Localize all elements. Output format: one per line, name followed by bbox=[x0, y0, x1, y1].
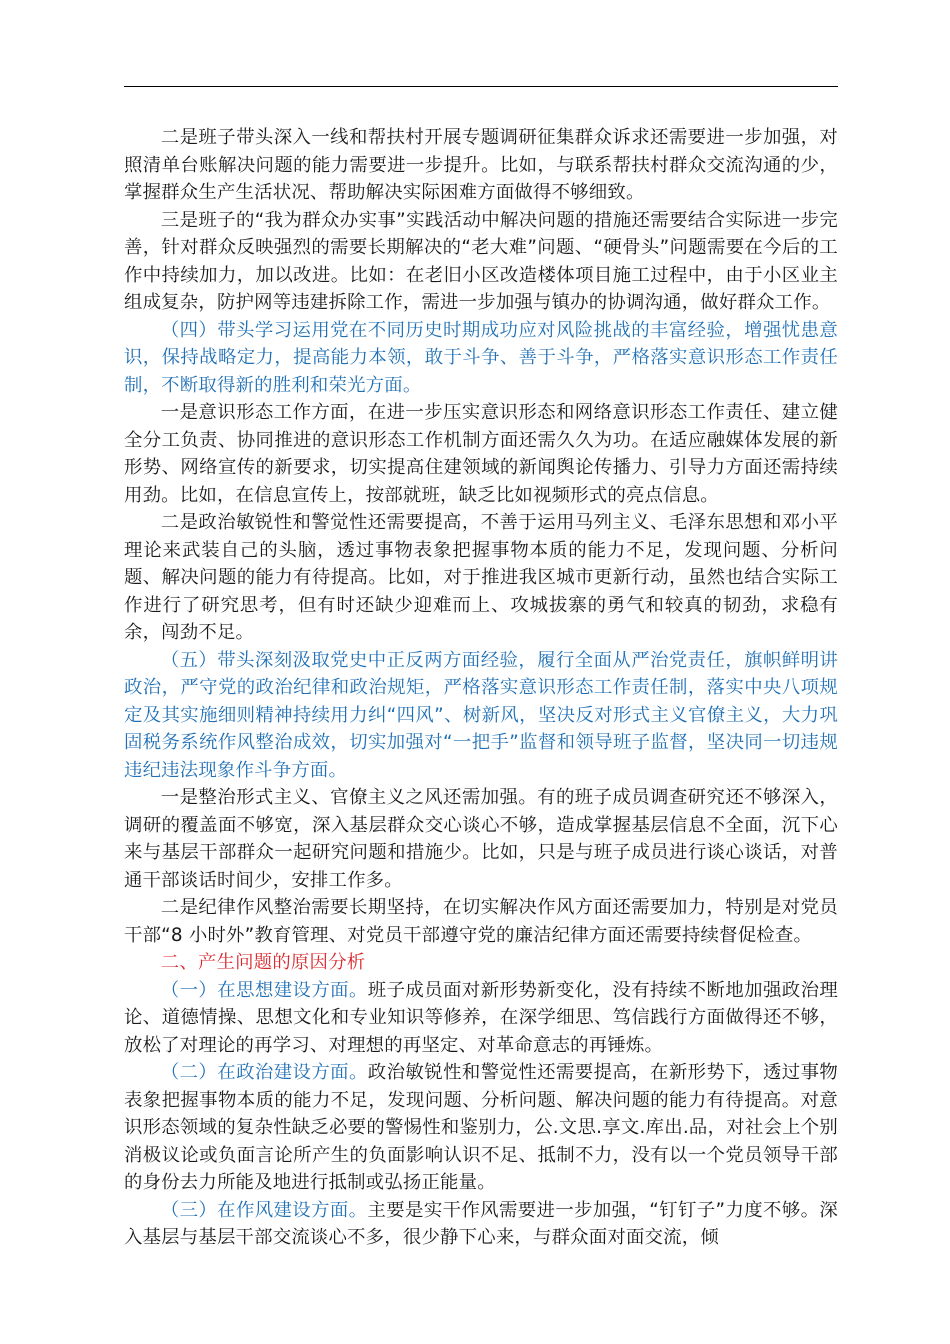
paragraph-discipline: 二是纪律作风整治需要长期坚持，在切实解决作风方面还需要加力，特别是对党员干部“8 小时外”教育管理、对党员干部遵守党的廉洁纪律方面还需要持续督促检查。 bbox=[124, 897, 838, 946]
cause-lead: （三）在作风建设方面。 bbox=[160, 1199, 368, 1221]
paragraph-formalism: 一是整治形式主义、官僚主义之风还需加强。有的班子成员调查研究还不够深入，调研的覆盖面不够宽，深入基层群众交心谈心不够，造成掌握基层信息不全面，沉下心来与基层干部群众一起研究问题和措施少。比如，只是与班子成员进行谈心谈话，对普通干部谈话时间少，安排工作多。 bbox=[124, 787, 838, 891]
cause-body: 主要是实干作风需要进一步加强，“钉钉子”力度不够。深入基层与基层干部交流谈心不多，很少静下心来，与群众面对面交流，倾 bbox=[124, 1199, 838, 1248]
paragraph-political-sensitivity: 二是政治敏锐性和警觉性还需要提高，不善于运用马列主义、毛泽东思想和邓小平理论来武装自己的头脑，透过事物表象把握事物本质的能力不足，发现问题、分析问题、解决问题的能力有待提高。比如，对于推进我区城市更新行动，虽然也结合实际工作进行了研究思考，但有时还缺少迎难而上、攻城拔寨的勇气和较真的韧劲，求稳有余，闯劲不足。 bbox=[124, 512, 838, 643]
paragraph-ideology-work: 一是意识形态工作方面，在进一步压实意识形态和网络意识形态工作责任、建立健全分工负责、协同推进的意识形态工作机制方面还需久久为功。在适应融媒体发展的新形势、网络宣传的新要求，切实提高住建领域的新闻舆论传播力、引导力方面还需持续用劲。比如，在信息宣传上，按部就班，缺乏比如视频形式的亮点信息。 bbox=[124, 402, 838, 506]
paragraph-ban-shi-shi: 三是班子的“我为群众办实事”实践活动中解决问题的措施还需要结合实际进一步完善，针对群众反映强烈的需要长期解决的“老大难”问题、“硬骨头”问题需要在今后的工作中持续加力，加以改进。比如：在老旧小区改造楼体项目施工过程中，由于小区业主组成复杂，防护网等违建拆除工作，需进一步加强与镇办的协调沟通，做好群众工作。 bbox=[124, 209, 838, 313]
header-rule bbox=[124, 86, 838, 87]
cause-lead: （一）在思想建设方面。 bbox=[160, 979, 368, 1001]
cause-political bbox=[124, 1059, 838, 1197]
cause-ideological bbox=[124, 977, 838, 1060]
document-body bbox=[124, 124, 838, 1252]
cause-style bbox=[124, 1197, 838, 1252]
section-heading-4: （四）带头学习运用党在不同历史时期成功应对风险挑战的丰富经验，增强忧患意识，保持战略定力，提高能力本领，敢于斗争、善于斗争，严格落实意识形态工作责任制，不断取得新的胜利和荣光方面。 bbox=[124, 319, 838, 396]
section-heading-5: （五）带头深刻汲取党史中正反两方面经验，履行全面从严治党责任，旗帜鲜明讲政治，严守党的政治纪律和政治规矩，严格落实意识形态工作责任制，落实中央八项规定及其实施细则精神持续用力纠“四风”、树新风，坚决反对形式主义官僚主义，大力巩固税务系统作风整治成效，切实加强对“一把手”监督和领导班子监督，坚决同一切违规违纪违法现象作斗争方面。 bbox=[124, 649, 838, 781]
cause-lead: （二）在政治建设方面。 bbox=[160, 1062, 368, 1083]
cause-body: 政治敏锐性和警觉性还需要提高，在新形势下，透过事物表象把握事物本质的能力不足，发现问题、分析问题、解决问题的能力有待提高。对意识形态领域的复杂性缺乏必要的警惕性和鉴别力，公.文思.享文.库出.品，对社会上个别消极议论或负面言论所产生的负面影响认识不足、抵制不力，没有以一个党员领导干部的身份去力所能及地进行抵制或弘扬正能量。 bbox=[124, 1062, 838, 1193]
cause-body: 班子成员面对新形势新变化，没有持续不断地加强政治理论、道德情操、思想文化和专业知识等修养，在深学细思、笃信践行方面做得还不够，放松了对理论的再学习、对理想的再坚定、对革命意志的再锤炼。 bbox=[124, 979, 838, 1056]
paragraph-ban-zi-tiao-yan: 二是班子带头深入一线和帮扶村开展专题调研征集群众诉求还需要进一步加强，对照清单台账解决问题的能力需要进一步提升。比如，与联系帮扶村群众交流沟通的少，掌握群众生产生活状况、帮助解决实际困难方面做得不够细致。 bbox=[124, 127, 838, 203]
section-heading-cause-analysis: 二、产生问题的原因分析 bbox=[160, 952, 366, 973]
